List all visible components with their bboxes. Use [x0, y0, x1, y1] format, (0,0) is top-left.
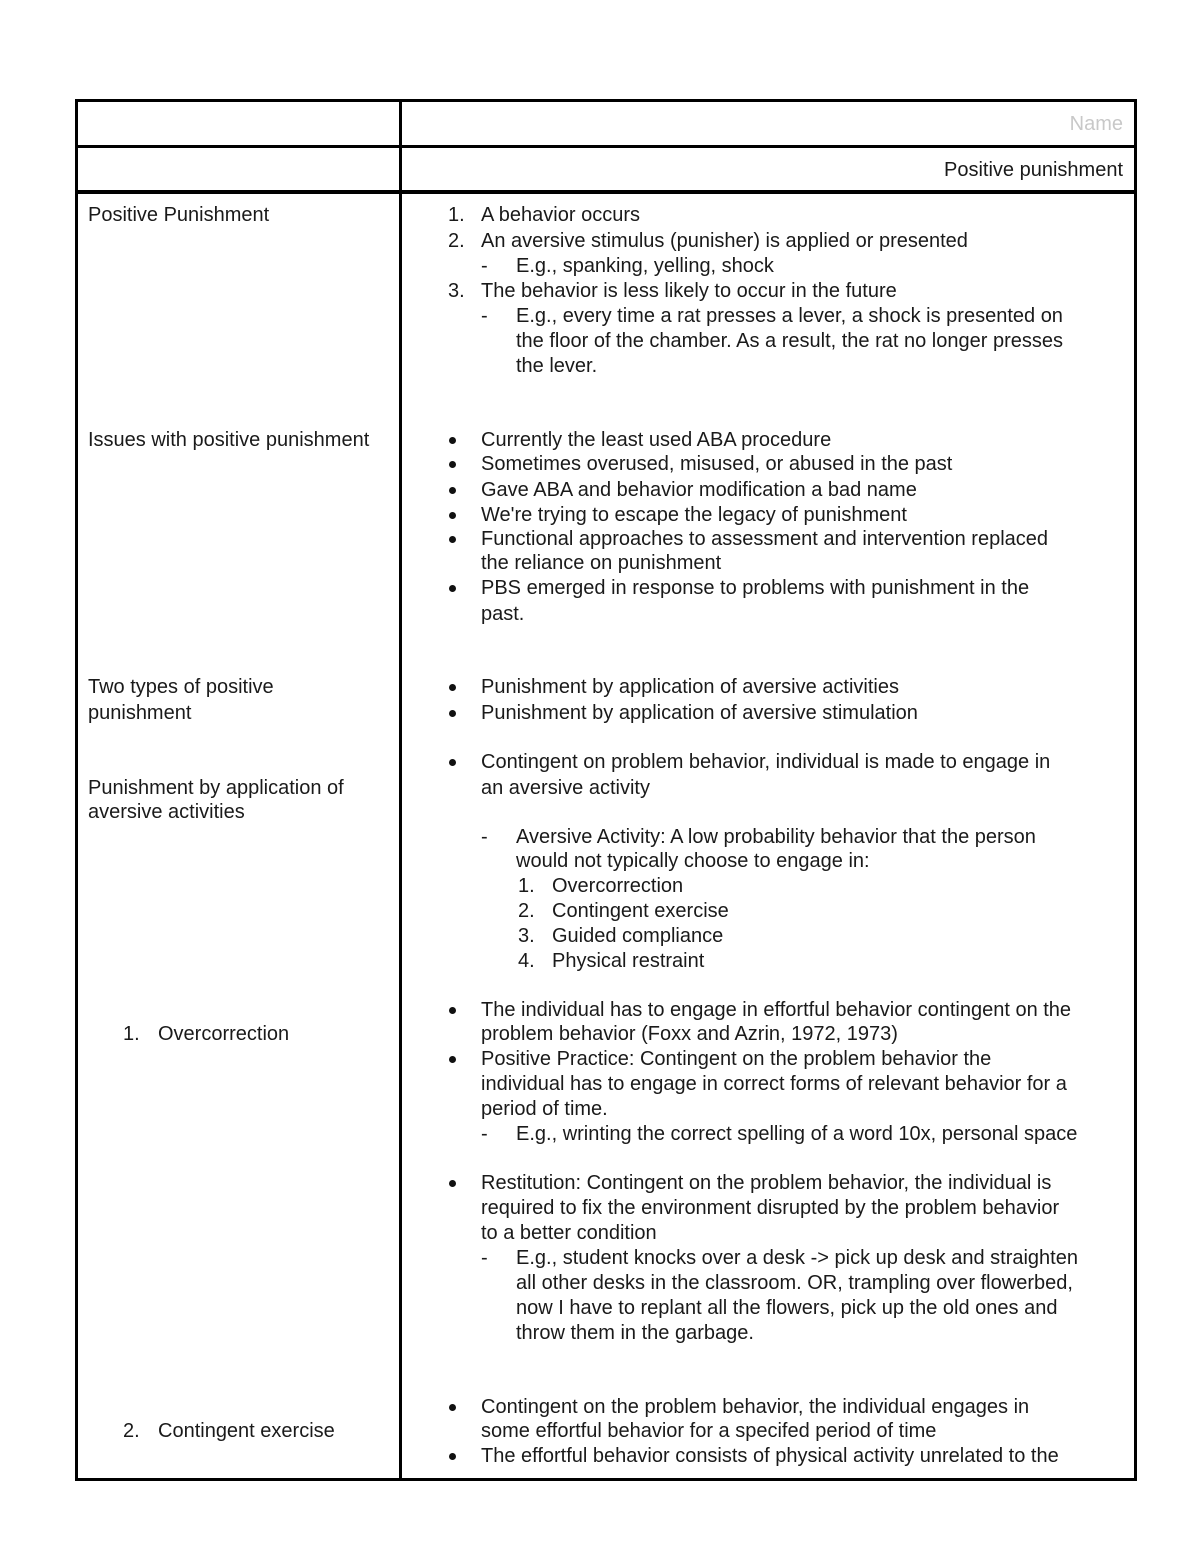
bullet-text: individual has to engage in correct forms of relevant behavior for a [481, 1073, 1067, 1095]
dash-text: all other desks in the classroom. OR, trampling over flowerbed, [516, 1272, 1073, 1294]
name-field[interactable]: Name [1069, 113, 1123, 135]
step-text: A behavior occurs [481, 204, 640, 226]
list-number: 2. [518, 900, 535, 922]
bullet-icon [449, 1404, 456, 1411]
label-aversive-activities: aversive activities [88, 801, 245, 823]
list-item: Overcorrection [552, 875, 684, 897]
bullet-text: PBS emerged in response to problems with punishment in the [481, 577, 1030, 599]
topic-title: Positive punishment [944, 159, 1123, 181]
bullet-text: Currently the least used ABA procedure [481, 429, 832, 451]
bullet-text: Restitution: Contingent on the problem behavior, the individual is [481, 1172, 1052, 1194]
bullet-text: Contingent on problem behavior, individual is made to engage in [481, 751, 1051, 773]
label-two-types: punishment [88, 702, 192, 724]
bullet-text: problem behavior (Foxx and Azrin, 1972, 1973) [481, 1023, 898, 1045]
list-number: 1. [518, 875, 535, 897]
example-text: the lever. [516, 355, 598, 377]
step-number: 3. [448, 280, 465, 302]
dash-text: E.g., wrinting the correct spelling of a word 10x, personal space [516, 1123, 1078, 1145]
bullet-text: to a better condition [481, 1222, 657, 1244]
label-issues: Issues with positive punishment [88, 429, 370, 451]
dash-text: Aversive Activity: A low probability behavior that the person [516, 826, 1036, 848]
bullet-icon [449, 461, 456, 468]
dash-text: throw them in the garbage. [516, 1322, 754, 1344]
bullet-icon [449, 1056, 456, 1063]
list-item: Physical restraint [552, 950, 705, 972]
bullet-text: Contingent on the problem behavior, the individual engages in [481, 1396, 1030, 1418]
column-divider [399, 99, 402, 1481]
step-number: 2. [448, 230, 465, 252]
bullet-icon [449, 585, 456, 592]
bullet-text: Punishment by application of aversive activities [481, 676, 899, 698]
bullet-icon [449, 536, 456, 543]
bullet-icon [449, 1180, 456, 1187]
list-number: 2. [123, 1420, 140, 1442]
label-contingent-exercise: Contingent exercise [158, 1420, 335, 1442]
example-text: E.g., every time a rat presses a lever, a shock is presented on [516, 305, 1063, 327]
bullet-text: some effortful behavior for a specifed period of time [481, 1420, 937, 1442]
example-text: the floor of the chamber. As a result, the rat no longer presses [516, 330, 1063, 352]
row-divider-1 [75, 145, 1137, 148]
dash-marker: - [481, 1247, 488, 1269]
bullet-icon [449, 512, 456, 519]
bullet-icon [449, 487, 456, 494]
bullet-text: Functional approaches to assessment and intervention replaced [481, 528, 1049, 550]
list-number: 1. [123, 1023, 140, 1045]
bullet-text: past. [481, 603, 525, 625]
list-item: Guided compliance [552, 925, 724, 947]
step-text: The behavior is less likely to occur in the future [481, 280, 897, 302]
bullet-icon [449, 1453, 456, 1460]
dash-text: would not typically choose to engage in: [516, 850, 870, 872]
list-number: 3. [518, 925, 535, 947]
bullet-text: Gave ABA and behavior modification a bad name [481, 479, 917, 501]
row-divider-2 [75, 190, 1137, 194]
dash-marker: - [481, 255, 488, 277]
bullet-text: We're trying to escape the legacy of punishment [481, 504, 907, 526]
label-aversive-activities: Punishment by application of [88, 777, 344, 799]
bullet-icon [449, 437, 456, 444]
list-item: Contingent exercise [552, 900, 729, 922]
bullet-text: The effortful behavior consists of physical activity unrelated to the [481, 1445, 1059, 1467]
bullet-icon [449, 1007, 456, 1014]
dash-marker: - [481, 305, 488, 327]
bullet-icon [449, 710, 456, 717]
bullet-text: Sometimes overused, misused, or abused in the past [481, 453, 953, 475]
bullet-text: Punishment by application of aversive stimulation [481, 702, 918, 724]
dash-marker: - [481, 826, 488, 848]
label-overcorrection: Overcorrection [158, 1023, 290, 1045]
dash-marker: - [481, 1123, 488, 1145]
list-number: 4. [518, 950, 535, 972]
bullet-icon [449, 759, 456, 766]
bullet-icon [449, 684, 456, 691]
bullet-text: Positive Practice: Contingent on the problem behavior the [481, 1048, 992, 1070]
dash-text: E.g., student knocks over a desk -> pick up desk and straighten [516, 1247, 1078, 1269]
bullet-text: the reliance on punishment [481, 552, 722, 574]
label-positive-punishment: Positive Punishment [88, 204, 270, 226]
example-text: E.g., spanking, yelling, shock [516, 255, 774, 277]
bullet-text: The individual has to engage in effortful behavior contingent on the [481, 999, 1072, 1021]
step-text: An aversive stimulus (punisher) is applied or presented [481, 230, 968, 252]
label-two-types: Two types of positive [88, 676, 274, 698]
bullet-text: period of time. [481, 1098, 608, 1120]
bullet-text: required to fix the environment disrupted by the problem behavior [481, 1197, 1060, 1219]
step-number: 1. [448, 204, 465, 226]
bullet-text: an aversive activity [481, 777, 650, 799]
dash-text: now I have to replant all the flowers, pick up the old ones and [516, 1297, 1058, 1319]
